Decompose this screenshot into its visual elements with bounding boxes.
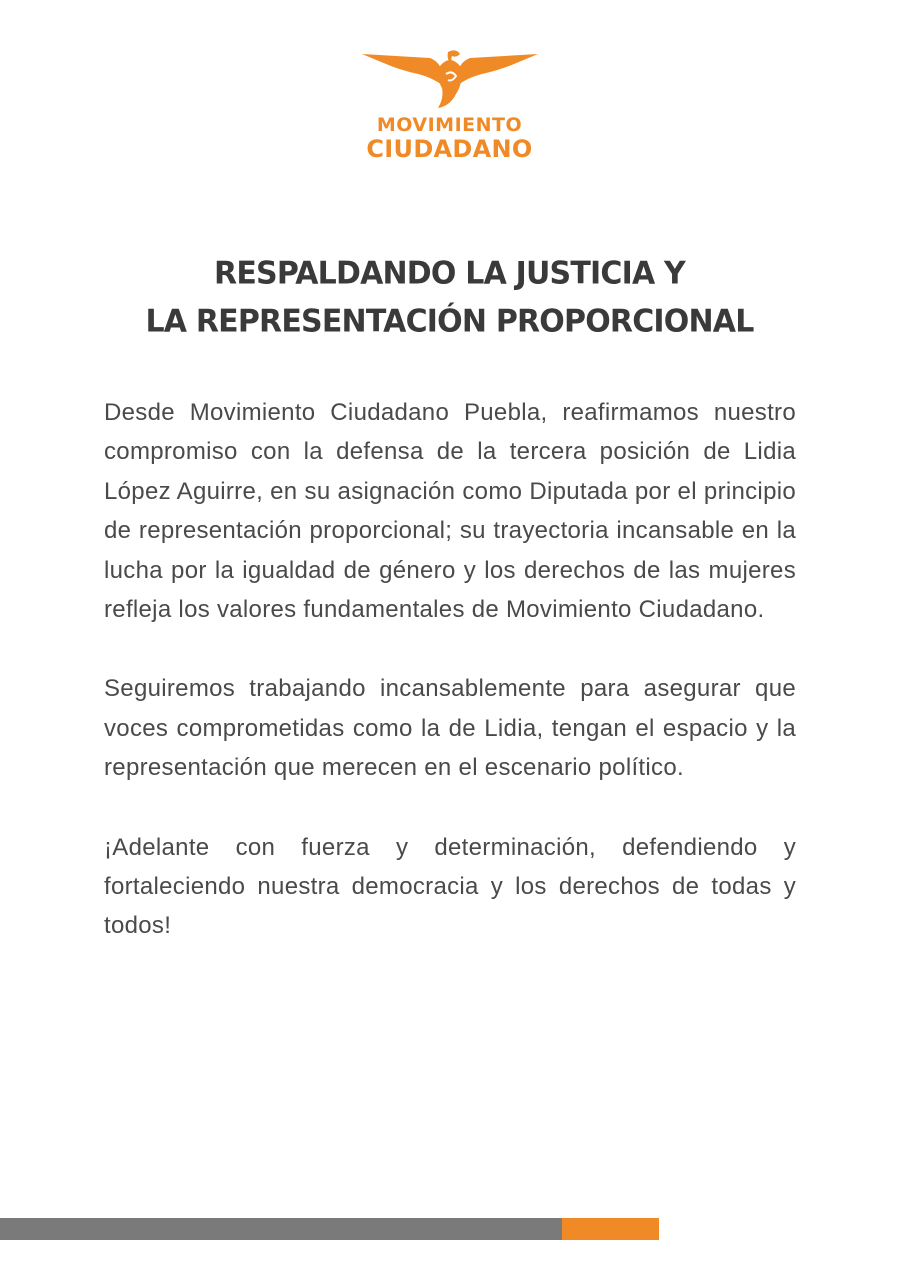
footer-bar-gray bbox=[0, 1218, 562, 1240]
paragraph-2: Seguiremos trabajando incansablemente para asegurar que voces comprometidas como la de Lidia, tengan el espacio y la representación que merecen en el escenario político. bbox=[104, 675, 796, 782]
title-line-2: LA REPRESENTACIÓN PROPORCIONAL bbox=[145, 303, 754, 340]
party-logo bbox=[0, 48, 899, 161]
paragraph-3: ¡Adelante con fuerza y determinación, defendiendo y fortaleciendo nuestra democracia y los derechos de todas y todos! bbox=[104, 833, 796, 940]
logo-line-1: MOVIMIENTO bbox=[376, 114, 523, 136]
statement-body bbox=[104, 393, 796, 986]
document-title bbox=[0, 250, 899, 347]
logo-line-2: CIUDADANO bbox=[366, 135, 533, 163]
title-line-1: RESPALDANDO LA JUSTICIA Y bbox=[214, 254, 685, 292]
eagle-icon bbox=[360, 48, 540, 110]
footer-bar-orange bbox=[562, 1218, 659, 1240]
paragraph-1: Desde Movimiento Ciudadano Puebla, reafirmamos nuestro compromiso con la defensa de la tercera posición de Lidia López Aguirre, en su asignación como Diputada por el principio de representación proporcional; su trayectoria incansable en la lucha por la igualdad de género y los derechos de las mujeres refleja los valores fundamentales de Movimiento Ciudadano. bbox=[104, 399, 796, 624]
